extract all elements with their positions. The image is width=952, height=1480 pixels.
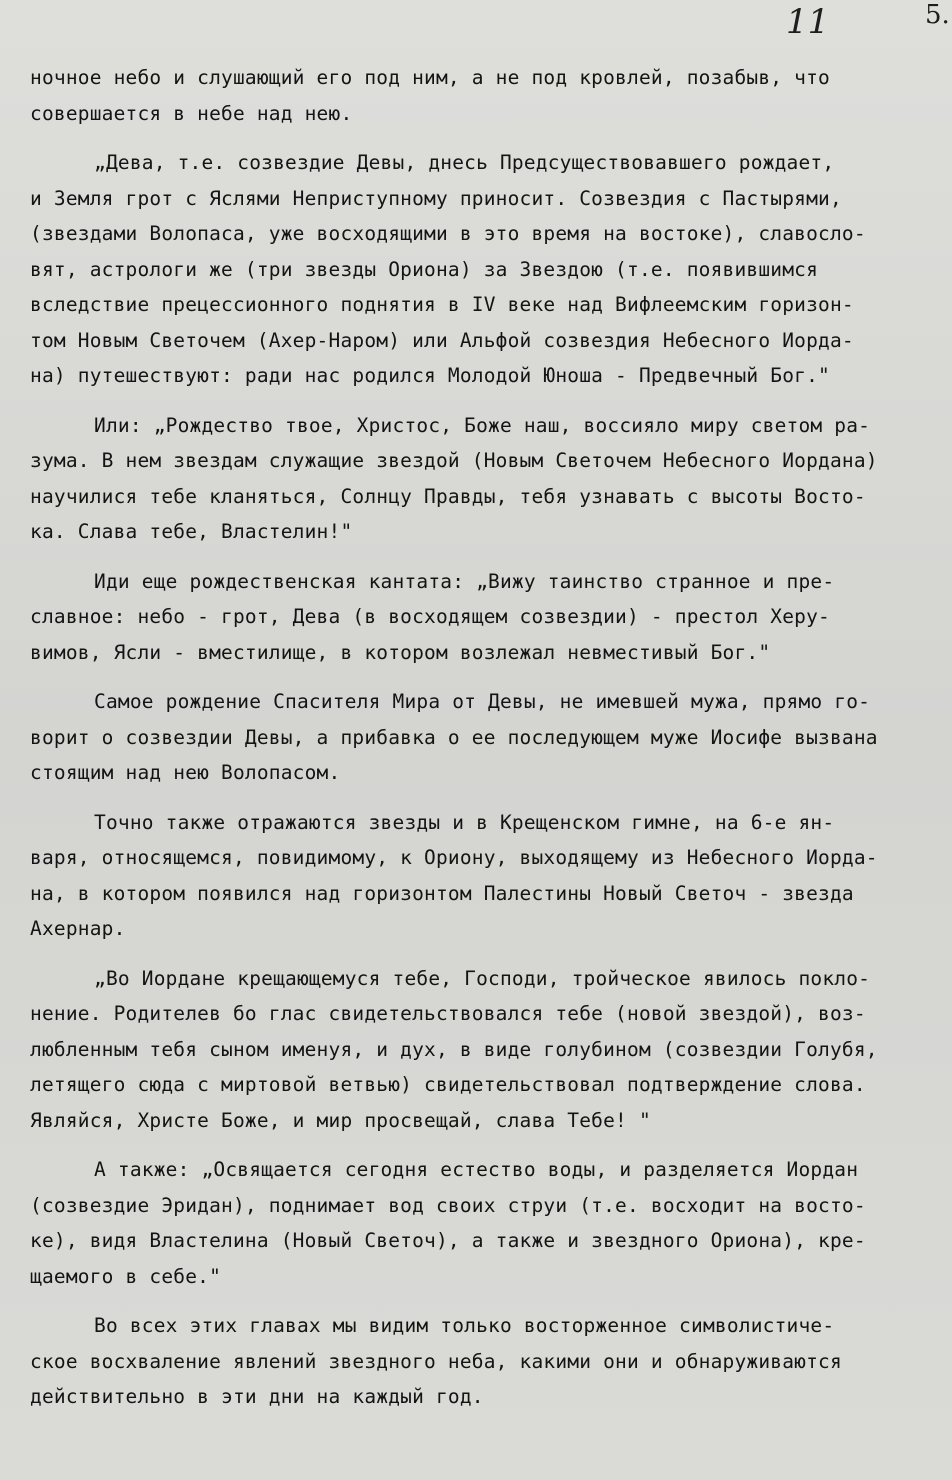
text-line: и Земля грот с Яслями Неприступному приносит. Созвездия с Пастырями,	[30, 186, 842, 210]
text-line: „Во Иордане крещающемуся тебе, Господи, тройческое явилось покло-	[94, 966, 871, 990]
text-line: Самое рождение Спасителя Мира от Девы, не имевшей мужа, прямо го-	[94, 690, 871, 713]
paragraph-gap	[30, 1294, 942, 1308]
text-line: Или: „Рождество твое, Христос, Боже наш, воссияло миру светом ра-	[94, 413, 871, 437]
text-line: Во всех этих главах мы видим только восторженное символистиче-	[94, 1314, 835, 1337]
text-line: А также: „Освящается сегодня естество воды, и разделяется Иордан	[94, 1158, 859, 1181]
paragraph-gap	[30, 791, 942, 805]
text-line: славное: небо - грот, Дева (в восходящем созвездии) - престол Херу-	[30, 605, 830, 628]
paragraph	[30, 1152, 942, 1294]
paragraph	[30, 145, 942, 394]
paragraph-gap	[30, 394, 942, 408]
text-line: Являйся, Христе Боже, и мир просвещай, слава Тебе! "	[30, 1108, 651, 1132]
text-line: Ахернар.	[30, 917, 126, 940]
text-line: нение. Родителев бо глас свидетельствовался тебе (новой звездой), воз-	[30, 1002, 866, 1025]
paragraph-gap	[30, 1138, 942, 1152]
text-line: стоящим над нею Волопасом.	[30, 761, 341, 784]
paragraph	[30, 60, 942, 131]
paragraph-gap	[30, 550, 942, 564]
text-line: (созвездие Эридан), поднимает вод своих струи (т.е. восходит на восто-	[30, 1193, 866, 1217]
paragraph-gap	[30, 670, 942, 684]
body-text	[30, 60, 942, 1415]
paragraph	[30, 805, 942, 947]
text-line: любленным тебя сыном именуя, и дух, в виде голубином (созвездии Голубя,	[30, 1037, 878, 1061]
text-line: действительно в эти дни на каждый год.	[30, 1385, 484, 1408]
text-line: ке), видя Властелина (Новый Светоч), а также и звездного Ориона), кре-	[30, 1229, 866, 1252]
text-line: на, в котором появился над горизонтом Палестины Новый Светоч - звезда	[30, 881, 854, 905]
text-line: ка. Слава тебе, Властелин!"	[30, 520, 353, 543]
paragraph	[30, 1308, 942, 1415]
paragraph-gap	[30, 131, 942, 145]
text-line: том Новым Светочем (Ахер-Наром) или Альфой созвездия Небесного Иорда-	[30, 328, 854, 352]
text-line: ворит о созвездии Девы, а прибавка о ее последующем муже Иосифе вызвана	[30, 725, 878, 749]
text-line: вимов, Ясли - вместилище, в котором возлежал невместивый Бог."	[30, 640, 771, 664]
text-line: вят, астрологи же (три звезды Ориона) за Звездою (т.е. появившимся	[30, 257, 819, 281]
page-number: 5.	[925, 0, 950, 30]
text-line: ское восхваление явлений звездного неба, какими они и обнаруживаются	[30, 1349, 842, 1373]
text-line: совершается в небе над нею.	[30, 101, 353, 125]
text-line: варя, относящемся, повидимому, к Ориону, выходящему из Небесного Иорда-	[30, 846, 878, 869]
text-line: ночное небо и слушающий его под ним, а не под кровлей, позабыв, что	[30, 66, 830, 89]
text-line: научилися тебе кланяться, Солнцу Правды, тебя узнавать с высоты Восто-	[30, 484, 866, 508]
handwritten-page-mark: 11	[786, 2, 830, 42]
text-line: на) путешествуют: ради нас родился Молодой Юноша - Предвечный Бог."	[30, 364, 830, 387]
paragraph-gap	[30, 947, 942, 961]
text-line: Точно также отражаются звезды и в Крещенском гимне, на 6-е ян-	[94, 810, 835, 834]
text-line: зума. В нем звездам служащие звездой (Новым Светочем Небесного Иордана)	[30, 449, 878, 472]
paragraph	[30, 684, 942, 791]
text-line: вследствие прецессионного поднятия в IV веке над Вифлеемским горизон-	[30, 293, 854, 316]
paragraph	[30, 408, 942, 550]
paragraph	[30, 564, 942, 671]
text-line: Иди еще рождественская кантата: „Вижу таинство странное и пре-	[94, 569, 835, 593]
text-line: „Дева, т.е. созвездие Девы, днесь Предсуществовавшего рождает,	[94, 151, 835, 174]
text-line: щаемого в себе."	[30, 1264, 222, 1288]
text-line: (звездами Волопаса, уже восходящими в это время на востоке), славосло-	[30, 222, 866, 245]
paragraph	[30, 961, 942, 1139]
text-line: летящего сюда с миртовой ветвью) свидетельствовал подтверждение слова.	[30, 1073, 866, 1096]
